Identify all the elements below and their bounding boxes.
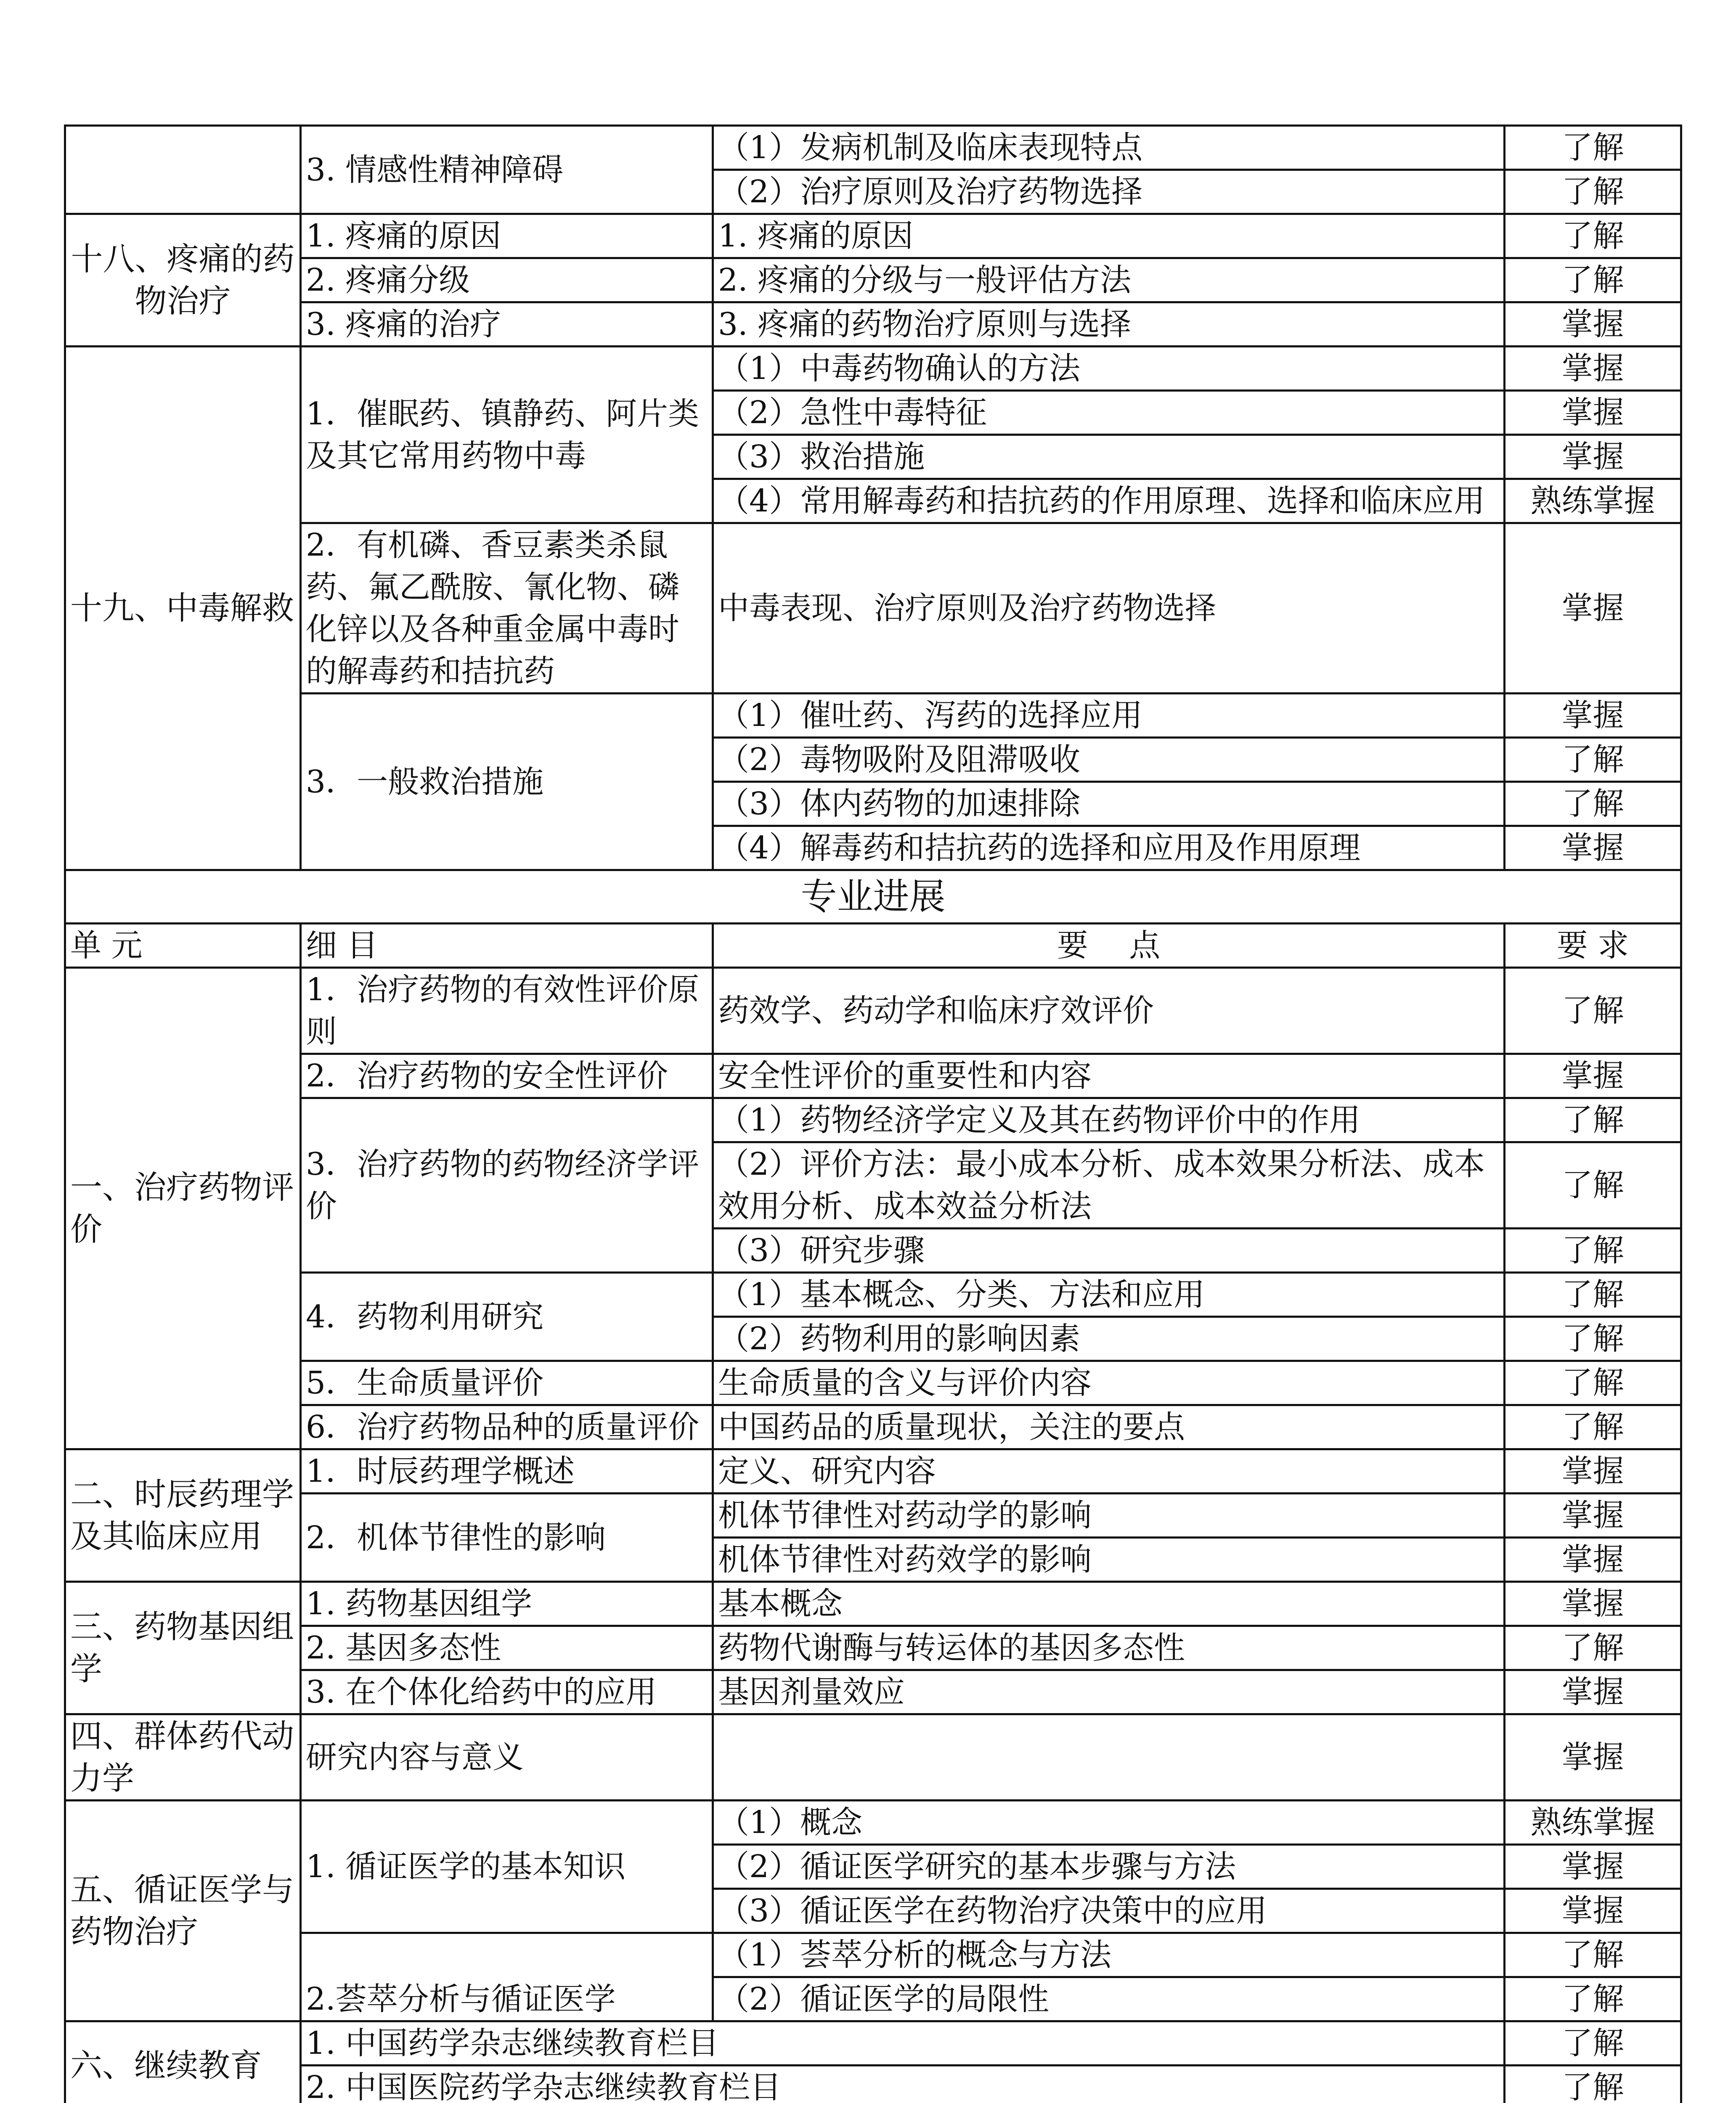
point-cell: （3）体内药物的加速排除: [713, 782, 1505, 826]
requirement-cell: 熟练掌握: [1505, 1801, 1681, 1845]
requirement-cell: 了解: [1505, 1317, 1681, 1361]
requirement-cell: 了解: [1505, 1405, 1681, 1449]
requirement-cell: 掌握: [1505, 347, 1681, 391]
detail-cell: 2. 疼痛分级: [301, 258, 713, 302]
point-cell: （2）循证医学的局限性: [713, 1977, 1505, 2021]
header-unit: 单 元: [65, 924, 301, 968]
section-title-row: [65, 870, 1681, 924]
requirement-cell: 掌握: [1505, 1889, 1681, 1933]
requirement-cell: 掌握: [1505, 391, 1681, 435]
detail-cell: 3. 在个体化给药中的应用: [301, 1670, 713, 1714]
point-cell: 生命质量的含义与评价内容: [713, 1361, 1505, 1405]
requirement-cell: 掌握: [1505, 302, 1681, 347]
unit-cell: 二、时辰药理学及其临床应用: [65, 1449, 301, 1582]
point-cell: （3）研究步骤: [713, 1229, 1505, 1273]
unit-cell: 十八、疼痛的药物治疗: [65, 214, 301, 347]
header-row: [65, 924, 1681, 968]
table-row: [65, 1933, 1681, 1977]
requirement-cell: 掌握: [1505, 694, 1681, 738]
unit-cell: 一、治疗药物评价: [65, 968, 301, 1449]
unit-cell: 六、继续教育: [65, 2021, 301, 2103]
point-cell: 药物代谢酶与转运体的基因多态性: [713, 1626, 1505, 1670]
table-row: [65, 1582, 1681, 1626]
detail-cell: 2．机体节律性的影响: [301, 1494, 713, 1582]
table-row: [65, 126, 1681, 170]
point-cell: 中国药品的质量现状，关注的要点: [713, 1405, 1505, 1449]
point-cell: （4）解毒药和拮抗药的选择和应用及作用原理: [713, 826, 1505, 870]
table-row: [65, 1273, 1681, 1317]
unit-cell: 十九、中毒解救: [65, 347, 301, 870]
header-point: 要 点: [713, 924, 1505, 968]
detail-cell: 研究内容与意义: [301, 1714, 713, 1801]
detail-cell: 1．催眠药、镇静药、阿片类及其它常用药物中毒: [301, 347, 713, 523]
detail-cell: 4．药物利用研究: [301, 1273, 713, 1361]
requirement-cell: 了解: [1505, 258, 1681, 302]
header-requirement: 要 求: [1505, 924, 1681, 968]
requirement-cell: 熟练掌握: [1505, 479, 1681, 523]
requirement-cell: 了解: [1505, 1098, 1681, 1142]
detail-cell: 5．生命质量评价: [301, 1361, 713, 1405]
header-detail: 细 目: [301, 924, 713, 968]
requirement-cell: 掌握: [1505, 1845, 1681, 1889]
table-row: [65, 1494, 1681, 1538]
requirement-cell: 掌握: [1505, 1582, 1681, 1626]
point-cell: （2）药物利用的影响因素: [713, 1317, 1505, 1361]
detail-cell: 2.荟萃分析与循证医学: [301, 1933, 713, 2021]
detail-cell: 6．治疗药物品种的质量评价: [301, 1405, 713, 1449]
point-cell: （3）循证医学在药物治疗决策中的应用: [713, 1889, 1505, 1933]
requirement-cell: 了解: [1505, 1361, 1681, 1405]
requirement-cell: 掌握: [1505, 1449, 1681, 1494]
requirement-cell: 了解: [1505, 1142, 1681, 1229]
table-row: [65, 1054, 1681, 1098]
requirement-cell: 了解: [1505, 1229, 1681, 1273]
table-row: [65, 968, 1681, 1054]
requirement-cell: 掌握: [1505, 1494, 1681, 1538]
table-row: [65, 694, 1681, 738]
point-cell: （1）概念: [713, 1801, 1505, 1845]
requirement-cell: 了解: [1505, 126, 1681, 170]
point-cell: （3）救治措施: [713, 435, 1505, 479]
detail-cell: 1. 药物基因组学: [301, 1582, 713, 1626]
point-cell: （4）常用解毒药和拮抗药的作用原理、选择和临床应用: [713, 479, 1505, 523]
requirement-cell: 了解: [1505, 1933, 1681, 1977]
detail-cell: 2．有机磷、香豆素类杀鼠药、氟乙酰胺、氰化物、磷化锌以及各种重金属中毒时的解毒药和拮抗药: [301, 523, 713, 694]
requirement-cell: 了解: [1505, 738, 1681, 782]
unit-cell: [65, 126, 301, 214]
point-cell: （1）药物经济学定义及其在药物评价中的作用: [713, 1098, 1505, 1142]
table-row: [65, 347, 1681, 391]
requirement-cell: 了解: [1505, 1273, 1681, 1317]
unit-cell: 三、药物基因组学: [65, 1582, 301, 1714]
point-cell: 1. 疼痛的原因: [713, 214, 1505, 258]
detail-cell: 1．时辰药理学概述: [301, 1449, 713, 1494]
point-cell: 机体节律性对药动学的影响: [713, 1494, 1505, 1538]
point-cell: （1）基本概念、分类、方法和应用: [713, 1273, 1505, 1317]
detail-cell: 1．治疗药物的有效性评价原则: [301, 968, 713, 1054]
requirement-cell: 掌握: [1505, 1714, 1681, 1801]
point-cell: （2）治疗原则及治疗药物选择: [713, 170, 1505, 214]
detail-cell: 3．一般救治措施: [301, 694, 713, 870]
requirement-cell: 了解: [1505, 1626, 1681, 1670]
point-cell: 3. 疼痛的药物治疗原则与选择: [713, 302, 1505, 347]
requirement-cell: 掌握: [1505, 826, 1681, 870]
table-row: [65, 2021, 1681, 2066]
unit-cell: 五、循证医学与药物治疗: [65, 1801, 301, 2021]
point-cell: （1）发病机制及临床表现特点: [713, 126, 1505, 170]
table-row: [65, 523, 1681, 694]
requirement-cell: 了解: [1505, 170, 1681, 214]
requirement-cell: 了解: [1505, 214, 1681, 258]
point-cell: 中毒表现、治疗原则及治疗药物选择: [713, 523, 1505, 694]
point-cell: （2）毒物吸附及阻滞吸收: [713, 738, 1505, 782]
table-row: [65, 1098, 1681, 1142]
detail-cell: 3. 情感性精神障碍: [301, 126, 713, 214]
requirement-cell: 掌握: [1505, 1538, 1681, 1582]
table-row: [65, 1405, 1681, 1449]
detail-cell: 1. 循证医学的基本知识: [301, 1801, 713, 1933]
point-cell: 定义、研究内容: [713, 1449, 1505, 1494]
detail-cell: 2. 基因多态性: [301, 1626, 713, 1670]
detail-cell: 2．治疗药物的安全性评价: [301, 1054, 713, 1098]
detail-cell: 1. 中国药学杂志继续教育栏目: [301, 2021, 1505, 2066]
point-cell: 基本概念: [713, 1582, 1505, 1626]
table-row: [65, 214, 1681, 258]
section-title: 专业进展: [65, 870, 1681, 924]
table-row: [65, 1449, 1681, 1494]
requirement-cell: 了解: [1505, 2021, 1681, 2066]
point-cell: （1）催吐药、泻药的选择应用: [713, 694, 1505, 738]
table-row: [65, 1626, 1681, 1670]
requirement-cell: 掌握: [1505, 1670, 1681, 1714]
point-cell: 安全性评价的重要性和内容: [713, 1054, 1505, 1098]
point-cell: 2. 疼痛的分级与一般评估方法: [713, 258, 1505, 302]
detail-cell: 2. 中国医院药学杂志继续教育栏目: [301, 2066, 1505, 2103]
table-row: [65, 302, 1681, 347]
requirement-cell: 了解: [1505, 2066, 1681, 2103]
point-cell: [713, 1714, 1505, 1801]
unit-cell: 四、群体药代动力学: [65, 1714, 301, 1801]
detail-cell: 1. 疼痛的原因: [301, 214, 713, 258]
requirement-cell: 掌握: [1505, 1054, 1681, 1098]
requirement-cell: 掌握: [1505, 523, 1681, 694]
table-row: [65, 1670, 1681, 1714]
point-cell: （1）中毒药物确认的方法: [713, 347, 1505, 391]
table-row: [65, 1361, 1681, 1405]
point-cell: （2）急性中毒特征: [713, 391, 1505, 435]
point-cell: 机体节律性对药效学的影响: [713, 1538, 1505, 1582]
requirement-cell: 了解: [1505, 782, 1681, 826]
table-row: [65, 258, 1681, 302]
requirement-cell: 了解: [1505, 968, 1681, 1054]
table-row: [65, 1714, 1681, 1801]
point-cell: （2）循证医学研究的基本步骤与方法: [713, 1845, 1505, 1889]
point-cell: 基因剂量效应: [713, 1670, 1505, 1714]
point-cell: （2）评价方法：最小成本分析、成本效果分析法、成本效用分析、成本效益分析法: [713, 1142, 1505, 1229]
requirement-cell: 了解: [1505, 1977, 1681, 2021]
table-row: [65, 2066, 1681, 2103]
requirement-cell: 掌握: [1505, 435, 1681, 479]
table-row: [65, 1801, 1681, 1845]
point-cell: （1）荟萃分析的概念与方法: [713, 1933, 1505, 1977]
detail-cell: 3. 疼痛的治疗: [301, 302, 713, 347]
syllabus-table: [64, 124, 1682, 2103]
syllabus-page: [64, 124, 1680, 2103]
point-cell: 药效学、药动学和临床疗效评价: [713, 968, 1505, 1054]
detail-cell: 3．治疗药物的药物经济学评价: [301, 1098, 713, 1273]
